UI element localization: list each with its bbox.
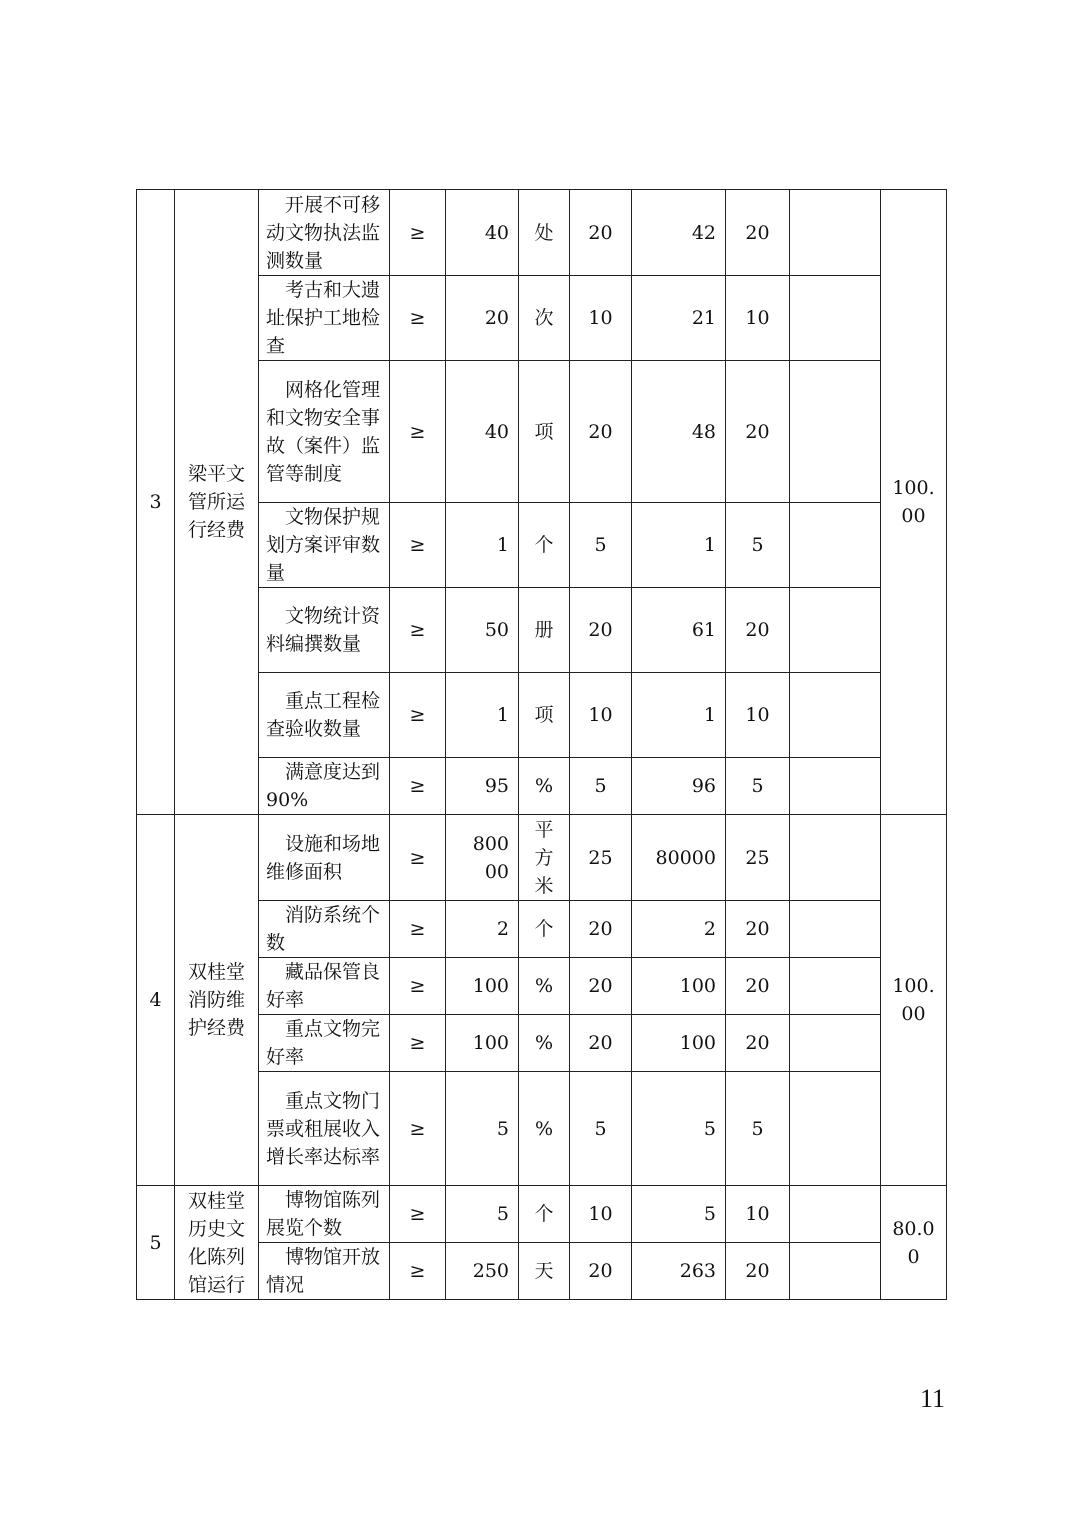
- indicator-name: 设施和场地维修面积: [259, 815, 390, 901]
- table-row: [137, 1015, 947, 1072]
- actual-value: 5: [632, 1072, 726, 1186]
- unit: 项: [519, 673, 570, 758]
- indicator-name: 博物馆开放情况: [259, 1243, 390, 1300]
- table-row: [137, 588, 947, 673]
- weight-value: 5: [570, 1072, 632, 1186]
- comparison-symbol: ≥: [390, 190, 446, 276]
- note-cell: [790, 1186, 881, 1243]
- indicator-name: 满意度达到 90%: [259, 758, 390, 815]
- table-row: [137, 1243, 947, 1300]
- score-value: 10: [726, 1186, 790, 1243]
- target-value: 20: [446, 276, 519, 361]
- actual-value: 263: [632, 1243, 726, 1300]
- score-value: 20: [726, 361, 790, 503]
- indicator-name: 消防系统个数: [259, 901, 390, 958]
- target-value: 95: [446, 758, 519, 815]
- score-value: 20: [726, 958, 790, 1015]
- actual-value: 100: [632, 958, 726, 1015]
- weight-value: 5: [570, 758, 632, 815]
- target-value: 800 00: [446, 815, 519, 901]
- note-cell: [790, 815, 881, 901]
- performance-table: [136, 189, 947, 1300]
- note-cell: [790, 958, 881, 1015]
- weight-value: 10: [570, 673, 632, 758]
- unit: %: [519, 958, 570, 1015]
- target-value: 40: [446, 361, 519, 503]
- indicator-name: 开展不可移动文物执法监测数量: [259, 190, 390, 276]
- note-cell: [790, 190, 881, 276]
- comparison-symbol: ≥: [390, 901, 446, 958]
- indicator-name: 文物统计资料编撰数量: [259, 588, 390, 673]
- total-score: 100. 00: [881, 815, 947, 1186]
- table-row: [137, 673, 947, 758]
- comparison-symbol: ≥: [390, 361, 446, 503]
- score-value: 25: [726, 815, 790, 901]
- indicator-name: 文物保护规划方案评审数量: [259, 503, 390, 588]
- actual-value: 48: [632, 361, 726, 503]
- indicator-name: 重点文物门票或租展收入增长率达标率: [259, 1072, 390, 1186]
- comparison-symbol: ≥: [390, 1072, 446, 1186]
- score-value: 5: [726, 503, 790, 588]
- note-cell: [790, 588, 881, 673]
- total-score: 80.0 0: [881, 1186, 947, 1300]
- comparison-symbol: ≥: [390, 958, 446, 1015]
- comparison-symbol: ≥: [390, 815, 446, 901]
- table-row: [137, 1072, 947, 1186]
- target-value: 250: [446, 1243, 519, 1300]
- score-value: 20: [726, 190, 790, 276]
- table-row: [137, 361, 947, 503]
- project-name: 梁平文 管所运 行经费: [175, 190, 259, 815]
- target-value: 2: [446, 901, 519, 958]
- note-cell: [790, 1243, 881, 1300]
- row-number: 3: [137, 190, 175, 815]
- note-cell: [790, 901, 881, 958]
- table-row: [137, 901, 947, 958]
- unit: %: [519, 1015, 570, 1072]
- unit: 天: [519, 1243, 570, 1300]
- note-cell: [790, 361, 881, 503]
- score-value: 5: [726, 758, 790, 815]
- comparison-symbol: ≥: [390, 1186, 446, 1243]
- weight-value: 10: [570, 276, 632, 361]
- note-cell: [790, 1015, 881, 1072]
- table-row: [137, 958, 947, 1015]
- unit: 次: [519, 276, 570, 361]
- table-row: [137, 815, 947, 901]
- table-row: [137, 190, 947, 276]
- comparison-symbol: ≥: [390, 673, 446, 758]
- weight-value: 20: [570, 361, 632, 503]
- actual-value: 61: [632, 588, 726, 673]
- comparison-symbol: ≥: [390, 276, 446, 361]
- note-cell: [790, 503, 881, 588]
- unit: 个: [519, 1186, 570, 1243]
- score-value: 20: [726, 1015, 790, 1072]
- score-value: 20: [726, 588, 790, 673]
- total-score: 100. 00: [881, 190, 947, 815]
- indicator-name: 考古和大遗址保护工地检查: [259, 276, 390, 361]
- comparison-symbol: ≥: [390, 503, 446, 588]
- row-number: 4: [137, 815, 175, 1186]
- weight-value: 20: [570, 958, 632, 1015]
- unit: 册: [519, 588, 570, 673]
- weight-value: 20: [570, 1015, 632, 1072]
- actual-value: 96: [632, 758, 726, 815]
- weight-value: 20: [570, 190, 632, 276]
- actual-value: 5: [632, 1186, 726, 1243]
- indicator-name: 网格化管理和文物安全事故（案件）监管等制度: [259, 361, 390, 503]
- table-row: [137, 758, 947, 815]
- row-number: 5: [137, 1186, 175, 1300]
- project-name: 双桂堂 消防维 护经费: [175, 815, 259, 1186]
- actual-value: 2: [632, 901, 726, 958]
- score-value: 20: [726, 1243, 790, 1300]
- actual-value: 42: [632, 190, 726, 276]
- comparison-symbol: ≥: [390, 758, 446, 815]
- project-name: 双桂堂 历史文 化陈列 馆运行: [175, 1186, 259, 1300]
- unit: 个: [519, 901, 570, 958]
- target-value: 100: [446, 1015, 519, 1072]
- indicator-name: 博物馆陈列展览个数: [259, 1186, 390, 1243]
- score-value: 10: [726, 276, 790, 361]
- unit: 项: [519, 361, 570, 503]
- target-value: 1: [446, 503, 519, 588]
- target-value: 5: [446, 1186, 519, 1243]
- unit: %: [519, 758, 570, 815]
- actual-value: 80000: [632, 815, 726, 901]
- comparison-symbol: ≥: [390, 1015, 446, 1072]
- indicator-name: 重点工程检查验收数量: [259, 673, 390, 758]
- table-row: [137, 276, 947, 361]
- weight-value: 20: [570, 1243, 632, 1300]
- target-value: 1: [446, 673, 519, 758]
- actual-value: 100: [632, 1015, 726, 1072]
- note-cell: [790, 673, 881, 758]
- actual-value: 1: [632, 673, 726, 758]
- note-cell: [790, 276, 881, 361]
- unit: %: [519, 1072, 570, 1186]
- unit: 平 方 米: [519, 815, 570, 901]
- weight-value: 20: [570, 588, 632, 673]
- note-cell: [790, 1072, 881, 1186]
- actual-value: 21: [632, 276, 726, 361]
- indicator-name: 藏品保管良好率: [259, 958, 390, 1015]
- comparison-symbol: ≥: [390, 1243, 446, 1300]
- unit: 处: [519, 190, 570, 276]
- weight-value: 20: [570, 901, 632, 958]
- table-row: [137, 1186, 947, 1243]
- score-value: 5: [726, 1072, 790, 1186]
- target-value: 5: [446, 1072, 519, 1186]
- indicator-name: 重点文物完好率: [259, 1015, 390, 1072]
- unit: 个: [519, 503, 570, 588]
- weight-value: 10: [570, 1186, 632, 1243]
- weight-value: 25: [570, 815, 632, 901]
- target-value: 40: [446, 190, 519, 276]
- target-value: 50: [446, 588, 519, 673]
- actual-value: 1: [632, 503, 726, 588]
- table-row: [137, 503, 947, 588]
- comparison-symbol: ≥: [390, 588, 446, 673]
- page-number: 11: [919, 1384, 945, 1413]
- target-value: 100: [446, 958, 519, 1015]
- weight-value: 5: [570, 503, 632, 588]
- score-value: 10: [726, 673, 790, 758]
- score-value: 20: [726, 901, 790, 958]
- note-cell: [790, 758, 881, 815]
